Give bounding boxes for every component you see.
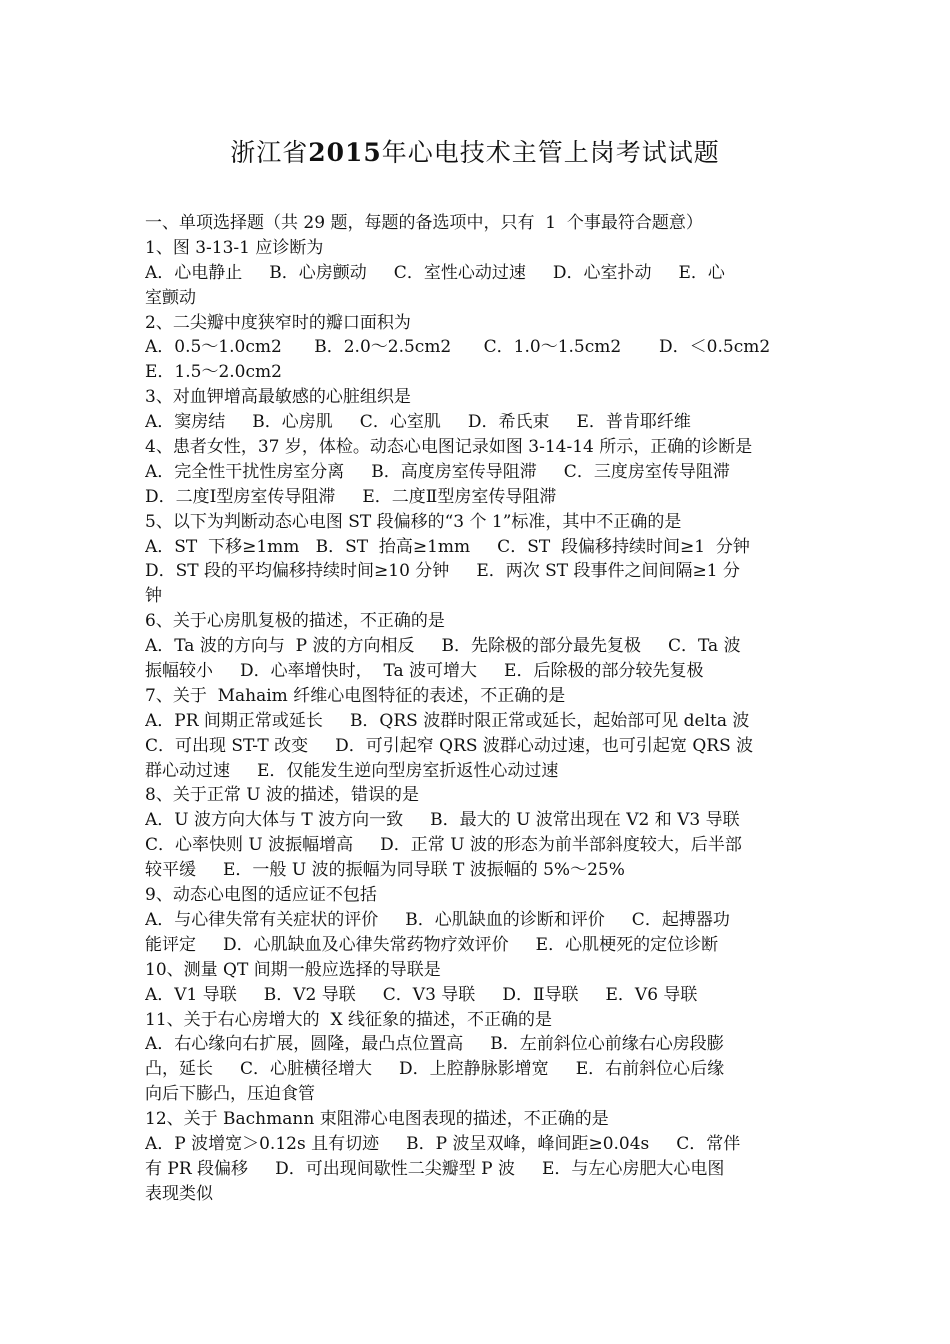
question-4-options: A．完全性干扰性房室分离 B．高度房室传导阻滞 C．三度房室传导阻滞 — [145, 461, 730, 482]
question-9-options: A．与心律失常有关症状的评价 B．心肌缺血的诊断和评价 C．起搏器功 — [145, 909, 730, 930]
question-9-stem: 9、动态心电图的适应证不包括 — [145, 885, 377, 906]
question-4-stem: 4、患者女性，37 岁，体检。动态心电图记录如图 3-14-14 所示，正确的诊断是 — [145, 437, 753, 458]
question-10-options: A．V1 导联 B．V2 导联 C．V3 导联 D．Ⅱ导联 E．V6 导联 — [145, 984, 698, 1005]
question-6-stem: 6、关于心房肌复极的描述，不正确的是 — [145, 611, 445, 632]
question-1-stem: 1、图 3-13-1 应诊断为 — [145, 237, 324, 258]
title-suffix: 年心电技术主管上岗考试试题 — [381, 138, 720, 167]
question-10-stem: 10、测量 QT 间期一般应选择的导联是 — [145, 959, 441, 980]
question-12-options: A．P 波增宽＞0.12s 且有切迹 B．P 波呈双峰，峰间距≥0.04s C．常伴 — [145, 1133, 741, 1154]
question-11-options-cont: 凸，延长 C．心脏横径增大 D．上腔静脉影增宽 E．右前斜位心后缘 — [145, 1059, 725, 1080]
section-heading: 一、单项选择题（共 29 题，每题的备选项中，只有 1 个事最符合题意） — [145, 213, 703, 233]
question-8-stem: 8、关于正常 U 波的描述，错误的是 — [145, 785, 419, 806]
question-9-options-cont: 能评定 D．心肌缺血及心律失常药物疗效评价 E．心肌梗死的定位诊断 — [145, 934, 719, 955]
question-12-options-cont: 表现类似 — [145, 1183, 213, 1204]
question-2-stem: 2、二尖瓣中度狭窄时的瓣口面积为 — [145, 312, 411, 333]
question-12-stem: 12、关于 Bachmann 束阻滞心电图表现的描述，不正确的是 — [145, 1109, 609, 1130]
question-2-options: A．0.5～1.0cm2 B．2.0～2.5cm2 C．1.0～1.5cm2 D．＜0.5cm2 — [145, 337, 771, 358]
question-3-stem: 3、对血钾增高最敏感的心脏组织是 — [145, 387, 411, 408]
question-8-options-cont: 较平缓 E．一般 U 波的振幅为同导联 T 波振幅的 5%～25% — [145, 860, 625, 881]
question-11-options: A．右心缘向右扩展，圆隆，最凸点位置高 B．左前斜位心前缘右心房段膨 — [145, 1034, 724, 1055]
question-8-options-cont: C．心率快则 U 波振幅增高 D．正常 U 波的形态为前半部斜度较大，后半部 — [145, 835, 742, 856]
title-year: 2015 — [308, 138, 382, 167]
question-5-options-cont: D．ST 段的平均偏移持续时间≥10 分钟 E．两次 ST 段事件之间间隔≥1 分 — [145, 561, 740, 582]
question-2-options-cont: E．1.5～2.0cm2 — [145, 362, 282, 383]
question-3-options: A．窦房结 B．心房肌 C．心室肌 D．希氏束 E．普肯耶纤维 — [145, 412, 691, 433]
question-8-options: A．U 波方向大体与 T 波方向一致 B．最大的 U 波常出现在 V2 和 V3 导联 — [145, 810, 740, 831]
page-title — [0, 133, 950, 173]
question-7-options-cont: C．可出现 ST-T 改变 D．可引起窄 QRS 波群心动过速，也可引起宽 QRS 波 — [145, 735, 754, 756]
question-4-options-cont: D．二度Ⅰ型房室传导阻滞 E．二度Ⅱ型房室传导阻滞 — [145, 486, 557, 507]
question-12-options-cont: 有 PR 段偏移 D．可出现间歇性二尖瓣型 P 波 E．与左心房肥大心电图 — [145, 1158, 725, 1179]
question-7-options-cont: 群心动过速 E．仅能发生逆向型房室折返性心动过速 — [145, 760, 559, 781]
question-5-options: A．ST 下移≥1mm B．ST 抬高≥1mm C．ST 段偏移持续时间≥1 分钟 — [145, 536, 750, 557]
question-6-options: A．Ta 波的方向与 P 波的方向相反 B．先除极的部分最先复极 C．Ta 波 — [145, 636, 741, 657]
question-5-stem: 5、以下为判断动态心电图 ST 段偏移的“3 个 1”标准，其中不正确的是 — [145, 511, 682, 532]
title-prefix: 浙江省 — [230, 138, 309, 167]
question-5-options-cont: 钟 — [145, 586, 162, 607]
question-6-options-cont: 振幅较小 D．心率增快时， Ta 波可增大 E．后除极的部分较先复极 — [145, 661, 704, 682]
question-1-options: A．心电静止 B．心房颤动 C．室性心动过速 D．心室扑动 E．心 — [145, 262, 725, 283]
question-7-stem: 7、关于 Mahaim 纤维心电图特征的表述，不正确的是 — [145, 685, 566, 706]
question-11-options-cont: 向后下膨凸，压迫食管 — [145, 1084, 315, 1105]
question-7-options: A．PR 间期正常或延长 B．QRS 波群时限正常或延长，起始部可见 delta 波 — [145, 710, 750, 731]
question-body — [145, 211, 807, 1207]
question-11-stem: 11、关于右心房增大的 X 线征象的描述，不正确的是 — [145, 1009, 552, 1030]
question-1-options-cont: 室颤动 — [145, 287, 196, 308]
